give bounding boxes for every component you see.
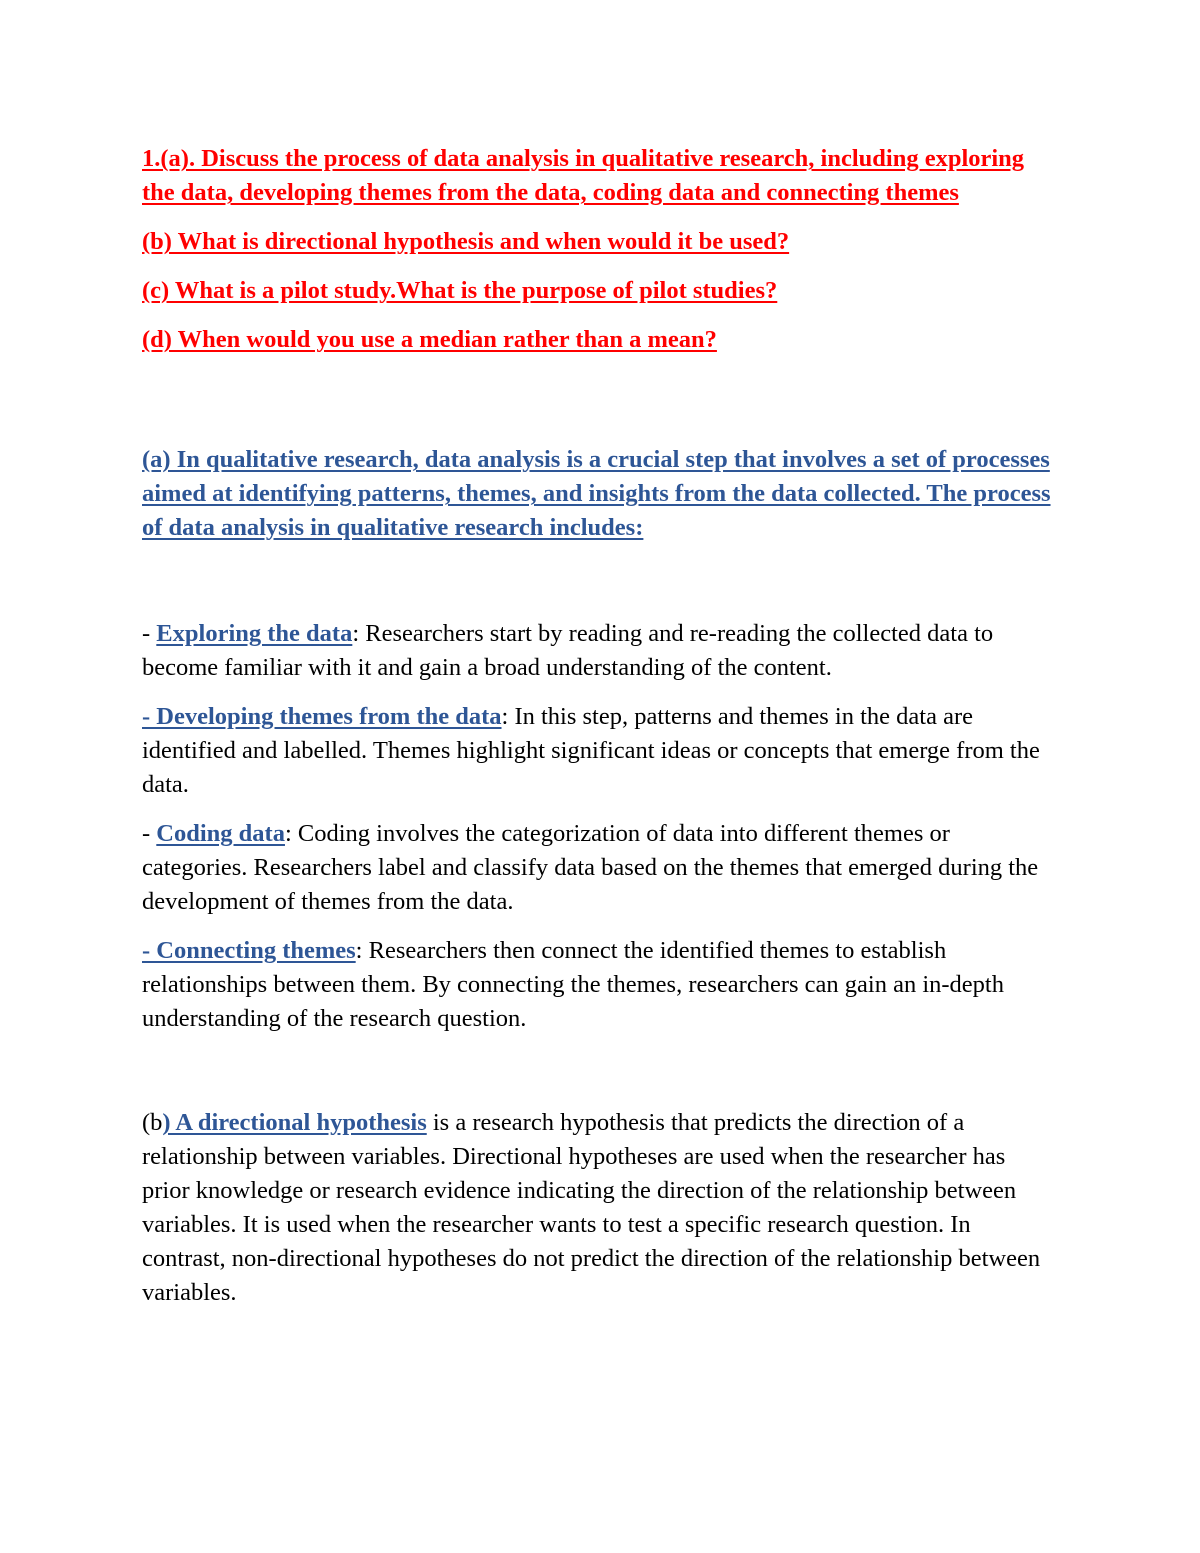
question-1a: 1.(a). Discuss the process of data analysis in qualitative research, including exploring the data, developing themes from the data, coding data and connecting themes bbox=[142, 145, 1025, 206]
term-developing-themes: - Developing themes from the data bbox=[142, 703, 502, 730]
document-page bbox=[142, 142, 1057, 1325]
answer-a-item-coding bbox=[142, 817, 1057, 919]
answer-a-item-connecting bbox=[142, 934, 1057, 1036]
answer-a-intro: (a) In qualitative research, data analysis is a crucial step that involves a set of processes aimed at identifying patterns, themes, and insights from the data collected. The process of data analysis in qualitative research includes: bbox=[142, 446, 1051, 541]
item-text: : Researchers then connect the identified themes to establish relationships between them. By connecting the themes, researchers can gain an in-depth understanding of the research question. bbox=[142, 937, 1004, 1032]
term-coding-data: Coding data bbox=[156, 820, 285, 847]
question-1b: (b) What is directional hypothesis and when would it be used? bbox=[142, 228, 790, 255]
answer-b-paragraph bbox=[142, 1106, 1057, 1310]
term-directional-hypothesis: ) A directional hypothesis bbox=[162, 1109, 427, 1136]
term-exploring-the-data: Exploring the data bbox=[156, 620, 353, 647]
answer-b-text: is a research hypothesis that predicts the direction of a relationship between variables. Directional hypotheses are used when the researcher has prior knowledge or research evidence indicating the direction of the relationship between variables. It is used when the researcher wants to test a specific research question. In contrast, non-directional hypotheses do not predict the direction of the relationship between variables. bbox=[142, 1109, 1041, 1306]
item-text: : Coding involves the categorization of data into different themes or categories. Researchers label and classify data based on the themes that emerged during the development of themes from the data. bbox=[142, 820, 1039, 915]
blank-line bbox=[142, 545, 1057, 617]
answer-a-item-developing bbox=[142, 700, 1057, 802]
blank-line bbox=[142, 372, 1057, 443]
answer-a-item-exploring bbox=[142, 617, 1057, 685]
question-1c: (c) What is a pilot study.What is the purpose of pilot studies? bbox=[142, 277, 778, 304]
answer-b-prefix: (b bbox=[142, 1109, 163, 1136]
blank-line bbox=[142, 1051, 1057, 1106]
item-prefix: - bbox=[142, 620, 157, 647]
question-1d: (d) When would you use a median rather than a mean? bbox=[142, 326, 717, 353]
item-text: : Researchers start by reading and re-reading the collected data to become familiar with it and gain a broad understanding of the content. bbox=[142, 620, 994, 681]
term-connecting-themes: - Connecting themes bbox=[142, 937, 356, 964]
item-prefix: - bbox=[142, 820, 157, 847]
item-text: : In this step, patterns and themes in the data are identified and labelled. Themes highlight significant ideas or concepts that emerge from the data. bbox=[142, 703, 1040, 798]
